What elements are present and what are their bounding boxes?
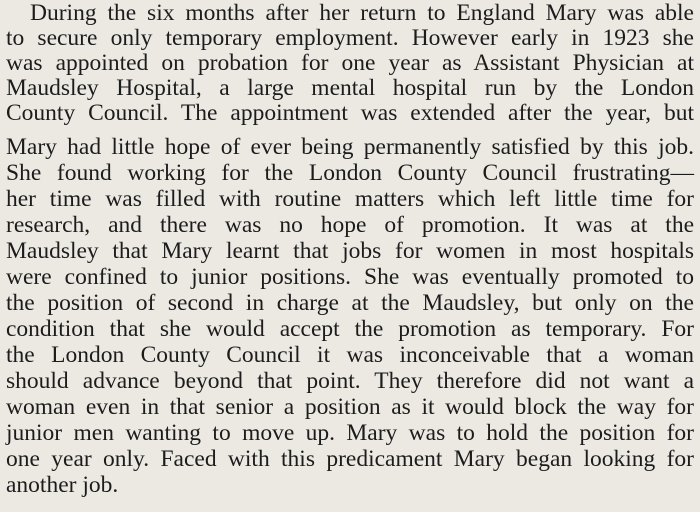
text-line: junior men wanting to move up. Mary was to hold the position for: [6, 420, 694, 446]
text-line: were confined to junior positions. She was eventually promoted to: [6, 264, 694, 290]
text-line: one year only. Faced with this predicament Mary began looking for: [6, 446, 694, 472]
text-line: another job.: [6, 472, 119, 498]
page-bottom-edge: [0, 508, 700, 512]
text-line: Mary had little hope of ever being permanently satisfied by this job.: [6, 134, 694, 160]
text-line: Maudsley that Mary learnt that jobs for women in most hospitals: [6, 238, 694, 264]
text-line: During the six months after her return to England Mary was able: [30, 0, 694, 26]
text-line: was appointed on probation for one year as Assistant Physician at: [6, 50, 694, 76]
text-line: should advance beyond that point. They therefore did not want a: [6, 368, 694, 394]
text-line: the London County Council it was inconceivable that a woman: [6, 342, 694, 368]
text-line: to secure only temporary employment. However early in 1923 she: [6, 25, 694, 51]
text-line: woman even in that senior a position as it would block the way for: [6, 394, 694, 420]
text-line: research, and there was no hope of promotion. It was at the: [6, 212, 694, 238]
text-line: her time was filled with routine matters which left little time for: [6, 186, 694, 212]
text-line: the position of second in charge at the Maudsley, but only on the: [6, 290, 694, 316]
text-line: County Council. The appointment was extended after the year, but: [6, 100, 694, 126]
text-line: condition that she would accept the promotion as temporary. For: [6, 316, 694, 342]
text-line: Maudsley Hospital, a large mental hospital run by the London: [6, 75, 694, 101]
text-line: She found working for the London County Council frustrating—: [6, 160, 694, 186]
